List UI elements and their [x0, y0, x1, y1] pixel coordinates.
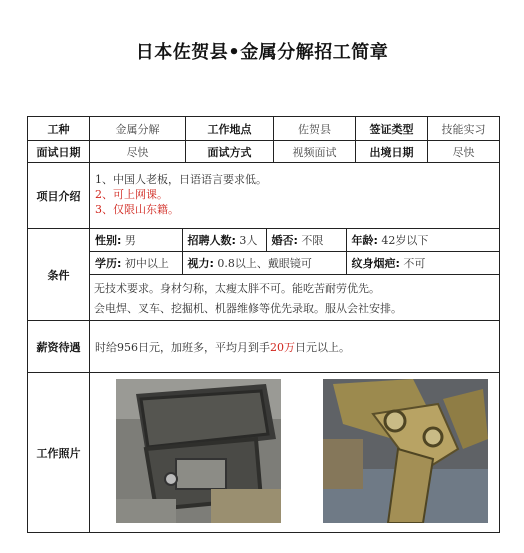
conditions-note-1: 无技术要求。身材匀称，太瘦太胖不可。能吃苦耐劳优先。	[94, 282, 380, 295]
job-type-label: 工种	[28, 117, 90, 141]
interview-method-label: 面试方式	[186, 141, 274, 163]
gender-value: 男	[124, 234, 136, 247]
project-line-1: 1、中国人老板，日语语言要求低。	[95, 173, 267, 186]
interview-date-label: 面试日期	[28, 141, 90, 163]
visa-label: 签证类型	[356, 117, 428, 141]
row-photos	[28, 373, 500, 533]
job-info-table	[27, 116, 500, 533]
marital-value: 不限	[301, 234, 324, 247]
tattoo-cell	[346, 252, 500, 275]
conditions-label: 条件	[28, 229, 90, 321]
salary-text-a: 时给956日元，加班多，平均月到手	[95, 340, 270, 354]
salary-content	[90, 321, 500, 373]
visa-value: 技能实习	[428, 117, 500, 141]
salary-label: 薪资待遇	[28, 321, 90, 373]
departure-value: 尽快	[428, 141, 500, 163]
count-cell	[182, 229, 266, 252]
project-line-3: 3、仅限山东籍。	[95, 203, 179, 216]
gender-label: 性别:	[95, 234, 122, 247]
page-title: 日本佐贺县•金属分解招工简章	[135, 42, 389, 63]
vision-value: 0.8以上、戴眼镜可	[217, 257, 312, 270]
salary-highlight: 20万	[270, 340, 295, 354]
gender-cell	[90, 229, 182, 252]
location-value: 佐贺县	[274, 117, 356, 141]
count-value: 3人	[239, 234, 258, 247]
departure-label: 出境日期	[356, 141, 428, 163]
age-label: 年龄:	[351, 234, 378, 247]
age-cell	[346, 229, 500, 252]
count-label: 招聘人数:	[187, 234, 236, 247]
age-value: 42岁以下	[381, 234, 429, 247]
project-content	[90, 163, 500, 229]
conditions-grid	[90, 229, 500, 275]
scrap-frame-image	[116, 379, 281, 523]
interview-method-value: 视频面试	[274, 141, 356, 163]
conditions-note-2: 会电焊、叉车、挖掘机、机器维修等优先录取。服从会社安排。	[94, 302, 402, 315]
salary-text-b: 日元以上。	[295, 340, 350, 354]
tattoo-label: 纹身烟疤:	[351, 257, 400, 270]
work-photo-2	[323, 379, 488, 523]
row-conditions	[28, 229, 500, 321]
tattoo-value: 不可	[403, 257, 426, 270]
project-line-2: 2、可上网课。	[95, 188, 168, 201]
education-cell	[90, 252, 182, 275]
vision-label: 视力:	[187, 257, 214, 270]
location-label: 工作地点	[186, 117, 274, 141]
job-type-value: 金属分解	[90, 117, 186, 141]
work-photo-1	[116, 379, 281, 523]
row-project	[28, 163, 500, 229]
conditions-row-1	[90, 229, 500, 252]
row-interview	[28, 141, 500, 163]
education-value: 初中以上	[124, 257, 169, 270]
project-label: 项目介绍	[28, 163, 90, 229]
row-job-basic	[28, 117, 500, 141]
row-salary	[28, 321, 500, 373]
interview-date-value: 尽快	[90, 141, 186, 163]
excavator-claw-image	[323, 379, 488, 523]
photos-content	[90, 373, 500, 533]
marital-cell	[266, 229, 346, 252]
photos-label: 工作照片	[28, 373, 90, 533]
conditions-content	[90, 229, 500, 321]
conditions-row-2	[90, 252, 500, 275]
education-label: 学历:	[95, 257, 122, 270]
vision-cell	[182, 252, 346, 275]
marital-label: 婚否:	[271, 234, 298, 247]
